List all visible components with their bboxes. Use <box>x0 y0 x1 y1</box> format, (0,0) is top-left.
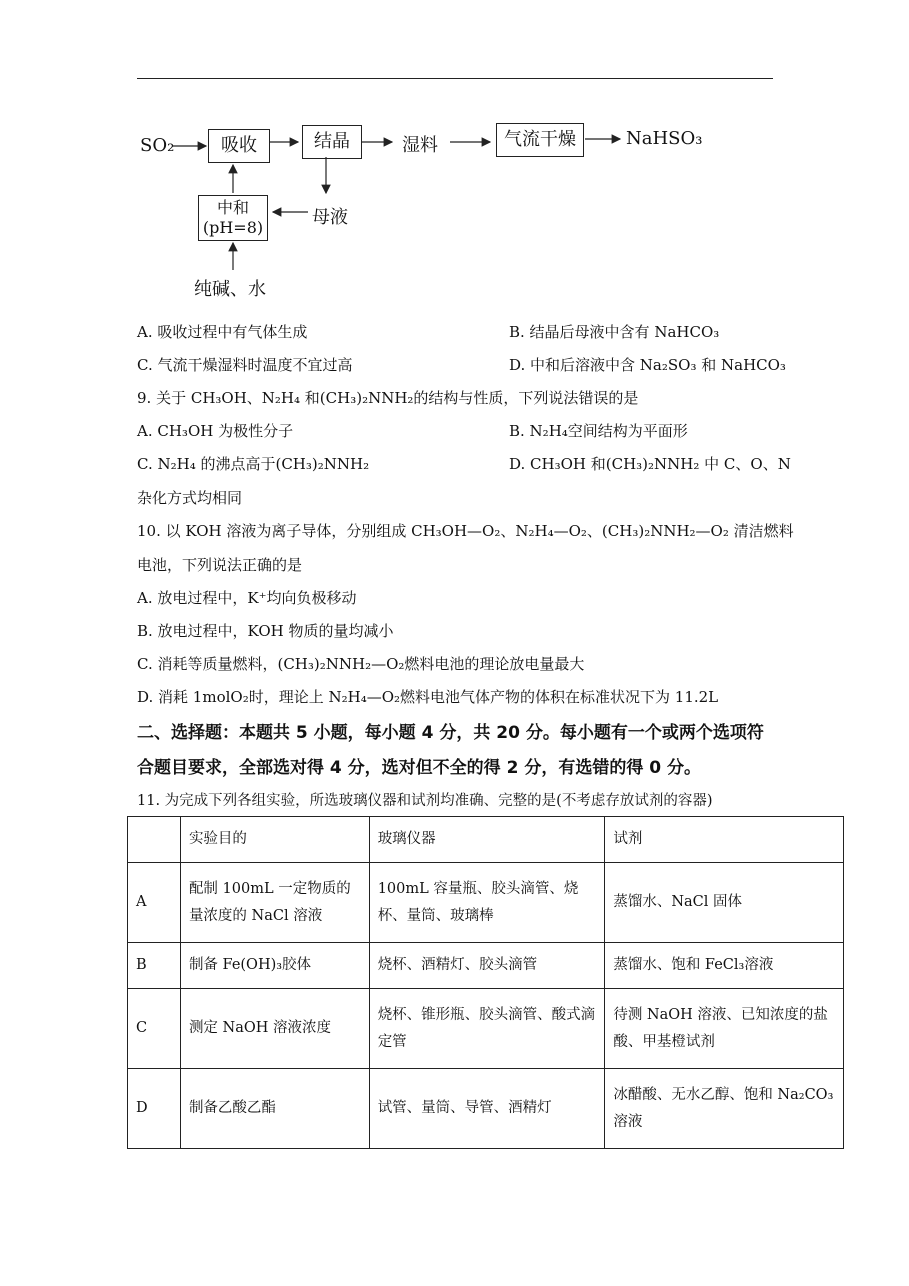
mother-liquor-label: 母液 <box>312 207 348 228</box>
table-row <box>128 863 844 943</box>
q10-option-c: C. 消耗等质量燃料，(CH₃)₂NNH₂—O₂燃料电池的理论放电量最大 <box>137 655 585 673</box>
table-cell: 测定 NaOH 溶液浓度 <box>180 989 369 1069</box>
table-row <box>128 943 844 989</box>
ph-label: (pH=8) <box>202 218 264 237</box>
q10-stem: 10. 以 KOH 溶液为离子导体，分别组成 CH₃OH—O₂、N₂H₄—O₂、(CH₃)₂NNH₂—O₂ 清洁燃料 <box>137 522 794 540</box>
q9-option-c: C. N₂H₄ 的沸点高于(CH₃)₂NNH₂ <box>137 455 370 473</box>
header-rule <box>137 78 773 79</box>
table-cell: 冰醋酸、无水乙醇、饱和 Na₂CO₃溶液 <box>605 1069 844 1149</box>
table-cell: 烧杯、酒精灯、胶头滴管 <box>369 943 605 989</box>
q9-stem: 9. 关于 CH₃OH、N₂H₄ 和(CH₃)₂NNH₂的结构与性质，下列说法错误的是 <box>137 389 639 407</box>
table-cell: 蒸馏水、饱和 FeCl₃溶液 <box>605 943 844 989</box>
q9-option-b: B. N₂H₄空间结构为平面形 <box>509 422 688 440</box>
neutralize-box <box>198 195 268 241</box>
table-cell: A <box>128 863 181 943</box>
process-flow-diagram <box>130 115 730 315</box>
soda-water-label: 纯碱、水 <box>194 279 266 300</box>
table-cell: D <box>128 1069 181 1149</box>
table-cell: 待测 NaOH 溶液、已知浓度的盐酸、甲基橙试剂 <box>605 989 844 1069</box>
table-row <box>128 989 844 1069</box>
table-cell: 烧杯、锥形瓶、胶头滴管、酸式滴定管 <box>369 989 605 1069</box>
q8-option-c: C. 气流干燥湿料时温度不宜过高 <box>137 356 353 374</box>
header-cell: 试剂 <box>605 817 844 863</box>
section-heading-line2: 合题目要求，全部选对得 4 分，选对但不全的得 2 分，有选错的得 0 分。 <box>137 758 701 778</box>
table-cell: B <box>128 943 181 989</box>
q11-table <box>127 816 844 1149</box>
table-cell: 蒸馏水、NaCl 固体 <box>605 863 844 943</box>
q9-option-d-cont: 杂化方式均相同 <box>137 489 243 507</box>
q9-option-a: A. CH₃OH 为极性分子 <box>137 422 294 440</box>
q8-option-a: A. 吸收过程中有气体生成 <box>137 323 308 341</box>
q9-option-d: D. CH₃OH 和(CH₃)₂NNH₂ 中 C、O、N <box>509 455 791 473</box>
table-cell: 配制 100mL 一定物质的量浓度的 NaCl 溶液 <box>180 863 369 943</box>
q8-option-b: B. 结晶后母液中含有 NaHCO₃ <box>509 323 720 341</box>
header-cell: 玻璃仪器 <box>369 817 605 863</box>
q8-option-d: D. 中和后溶液中含 Na₂SO₃ 和 NaHCO₃ <box>509 356 786 374</box>
crystallize-box: 结晶 <box>302 125 362 159</box>
header-cell: 实验目的 <box>180 817 369 863</box>
header-cell <box>128 817 181 863</box>
table-row <box>128 1069 844 1149</box>
q11-stem: 11. 为完成下列各组实验，所选玻璃仪器和试剂均准确、完整的是(不考虑存放试剂的容器) <box>137 793 713 809</box>
q10-stem-cont: 电池，下列说法正确的是 <box>137 556 303 574</box>
wet-material-label: 湿料 <box>402 135 438 156</box>
neutralize-label: 中和 <box>216 198 249 217</box>
table-cell: 制备 Fe(OH)₃胶体 <box>180 943 369 989</box>
section-heading-line1: 二、选择题：本题共 5 小题，每小题 4 分，共 20 分。每小题有一个或两个选项符 <box>137 723 764 743</box>
air-dry-box: 气流干燥 <box>496 123 584 157</box>
table-cell: 试管、量筒、导管、酒精灯 <box>369 1069 605 1149</box>
table-cell: 制备乙酸乙酯 <box>180 1069 369 1149</box>
table-header-row <box>128 817 844 863</box>
q10-option-b: B. 放电过程中，KOH 物质的量均减小 <box>137 622 394 640</box>
table-cell: 100mL 容量瓶、胶头滴管、烧杯、量筒、玻璃棒 <box>369 863 605 943</box>
q10-option-a: A. 放电过程中，K⁺均向负极移动 <box>137 589 357 607</box>
table-cell: C <box>128 989 181 1069</box>
absorb-box: 吸收 <box>208 129 270 163</box>
so2-label: SO₂ <box>140 135 175 156</box>
product-label: NaHSO₃ <box>626 128 703 149</box>
q10-option-d: D. 消耗 1molO₂时，理论上 N₂H₄—O₂燃料电池气体产物的体积在标准状况下为 11.2L <box>137 688 719 706</box>
